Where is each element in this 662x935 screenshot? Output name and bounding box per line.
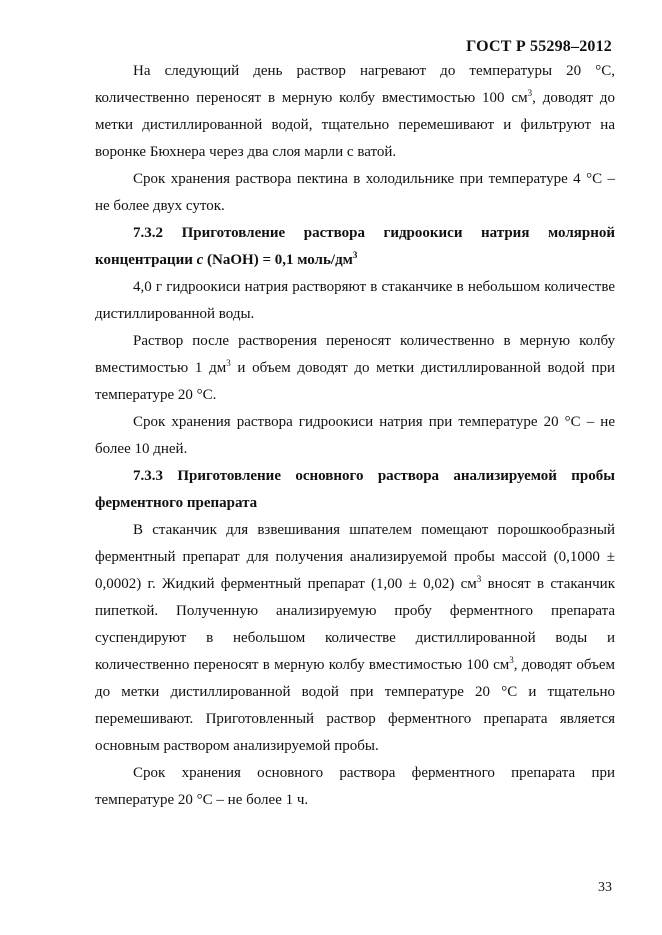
paragraph-naoh-storage: Срок хранения раствора гидроокиси натрия при температуре 20 °С – не более 10 дней. <box>95 414 615 457</box>
paragraph-pectin-storage: Срок хранения раствора пектина в холодильнике при температуре 4 °С – не более двух суток. <box>95 171 615 214</box>
paragraph-enzyme-preparation: В стаканчик для взвешивания шпателем помещают порошкообразный ферментный препарат для получения анализируемой пробы массой (0,1000 ± 0,0002) г. Жидкий ферментный препарат (1,00 ± 0,02) $см^3$ вносят в стаканчик пипеткой. Полученную анализируемую пробу ферментного препарата суспендируют в небольшом количестве дистиллированной воды и количественно переносят в мерную колбу вместимостью 100 $см^3$, доводят объем до метки дистиллированной водой при температуре 20 °С и тщательно перемешивают. Приготовленный раствор ферментного препарата является основным раствором анализируемой пробы. <box>95 522 615 754</box>
paragraph-naoh-dissolve: 4,0 г гидроокиси натрия растворяют в стаканчике в небольшом количестве дистиллированной воды. <box>95 279 615 322</box>
document-number-header: ГОСТ Р 55298–2012 <box>466 38 612 55</box>
page-number: 33 <box>598 880 612 895</box>
section-heading-7-3-3: 7.3.3 Приготовление основного раствора анализируемой пробы ферментного препарата <box>95 468 615 511</box>
paragraph-enzyme-storage: Срок хранения основного раствора ферментного препарата при температуре 20 °С – не более 1 ч. <box>95 765 615 808</box>
section-heading-7-3-2: 7.3.2 Приготовление раствора гидроокиси натрия молярной концентрации c (NaOH) = 0,1 моль/$дм^3$ <box>95 225 615 268</box>
paragraph-naoh-transfer: Раствор после растворения переносят количественно в мерную колбу вместимостью 1 $дм^3$ и объем доводят до метки дистиллированной водой при температуре 20 °С. <box>95 333 615 403</box>
document-body <box>95 58 615 814</box>
paragraph-heating-transfer: На следующий день раствор нагревают до температуры 20 °С, количественно переносят в мерную колбу вместимостью 100 $см^3$, доводят до метки дистиллированной водой, тщательно перемешивают и фильтруют на воронке Бюхнера через два слоя марли с ватой. <box>95 63 615 160</box>
